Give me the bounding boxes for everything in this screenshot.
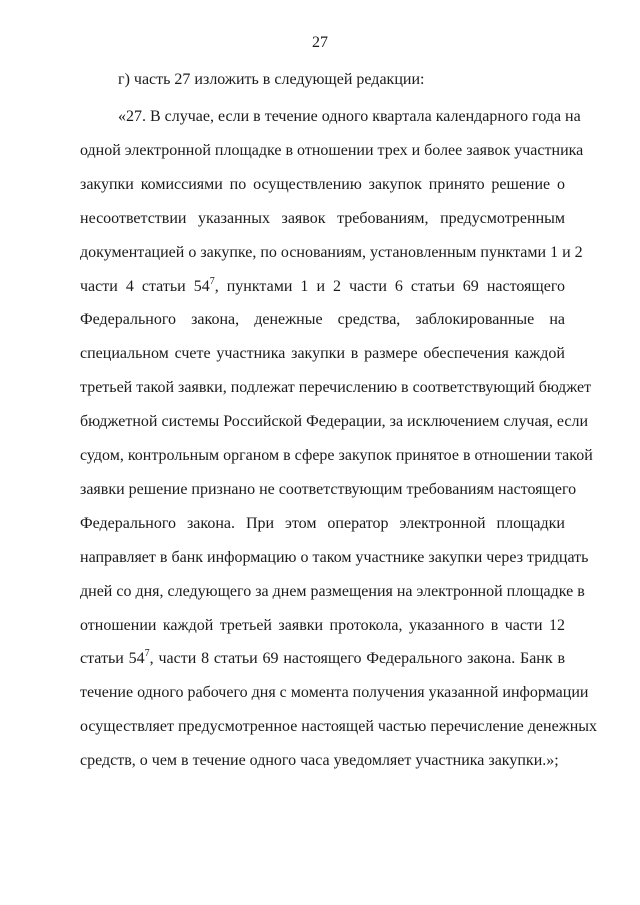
paragraph-line: [80, 311, 565, 329]
paragraph-line: [80, 244, 583, 262]
paragraph-line: [80, 210, 565, 228]
line-text: закупки комиссиями по осуществлению закупок принято решение о: [80, 176, 565, 193]
line-text: специальном счете участника закупки в размере обеспечения каждой: [80, 345, 565, 362]
paragraph-line: [80, 583, 585, 601]
paragraph-line: [80, 142, 584, 160]
line-text-tail: , части 8 статьи 69 настоящего Федерального закона. Банк в: [149, 650, 565, 667]
paragraph-line: [80, 278, 565, 296]
line-text: дней со дня, следующего за днем размещения на электронной площадке в: [80, 583, 585, 600]
paragraph-line: [118, 108, 581, 126]
paragraph-line: [80, 345, 565, 363]
line-text: одной электронной площадке в отношении трех и более заявок участника: [80, 142, 584, 159]
line-text: направляет в банк информацию о таком участнике закупки через тридцать: [80, 549, 589, 566]
page-number: 27: [312, 34, 328, 51]
line-text: бюджетной системы Российской Федерации, за исключением случая, если: [80, 413, 589, 430]
paragraph-line: [80, 617, 565, 635]
line-text: отношении каждой третьей заявки протокола, указанного в части 12: [80, 617, 565, 634]
paragraph-line: [80, 684, 589, 702]
line-text: статьи 54: [80, 650, 145, 667]
paragraph-line: [80, 379, 592, 397]
line-text: Федерального закона. При этом оператор электронной площадки: [80, 515, 565, 532]
line-text: судом, контрольным органом в сфере закупок принятое в отношении такой: [80, 447, 593, 464]
paragraph-line: [80, 650, 565, 668]
line-text: Федерального закона, денежные средства, заблокированные на: [80, 311, 565, 328]
line-text-tail: , пунктами 1 и 2 части 6 статьи 69 настоящего: [214, 278, 566, 295]
paragraph-line: [80, 515, 565, 533]
line-text: течение одного рабочего дня с момента получения указанной информации: [80, 684, 589, 701]
line-text: документацией о закупке, по основаниям, установленным пунктами 1 и 2: [80, 244, 583, 261]
paragraph-line: [80, 413, 589, 431]
line-text: заявки решение признано не соответствующим требованиям настоящего: [80, 481, 577, 498]
superscript-mark: 7: [209, 276, 215, 287]
line-text: третьей такой заявки, подлежат перечислению в соответствующий бюджет: [80, 379, 592, 396]
line-text: средств, о чем в течение одного часа уведомляет участника закупки.»;: [80, 752, 559, 769]
paragraph-line: [80, 549, 589, 567]
line-text: осуществляет предусмотренное настоящей частью перечисление денежных: [80, 718, 598, 735]
paragraph-line: [80, 447, 593, 465]
paragraph-line: [80, 481, 577, 499]
superscript-mark: 7: [144, 648, 150, 659]
amendment-heading: г) часть 27 изложить в следующей редакции:: [118, 71, 425, 88]
line-text: «27. В случае, если в течение одного квартала календарного года на: [118, 108, 581, 125]
paragraph-line: [80, 752, 565, 770]
line-text: части 4 статьи 54: [80, 278, 210, 295]
paragraph-line: [80, 176, 565, 194]
line-text: несоответствии указанных заявок требованиям, предусмотренным: [80, 210, 565, 227]
paragraph-line: [80, 718, 598, 736]
